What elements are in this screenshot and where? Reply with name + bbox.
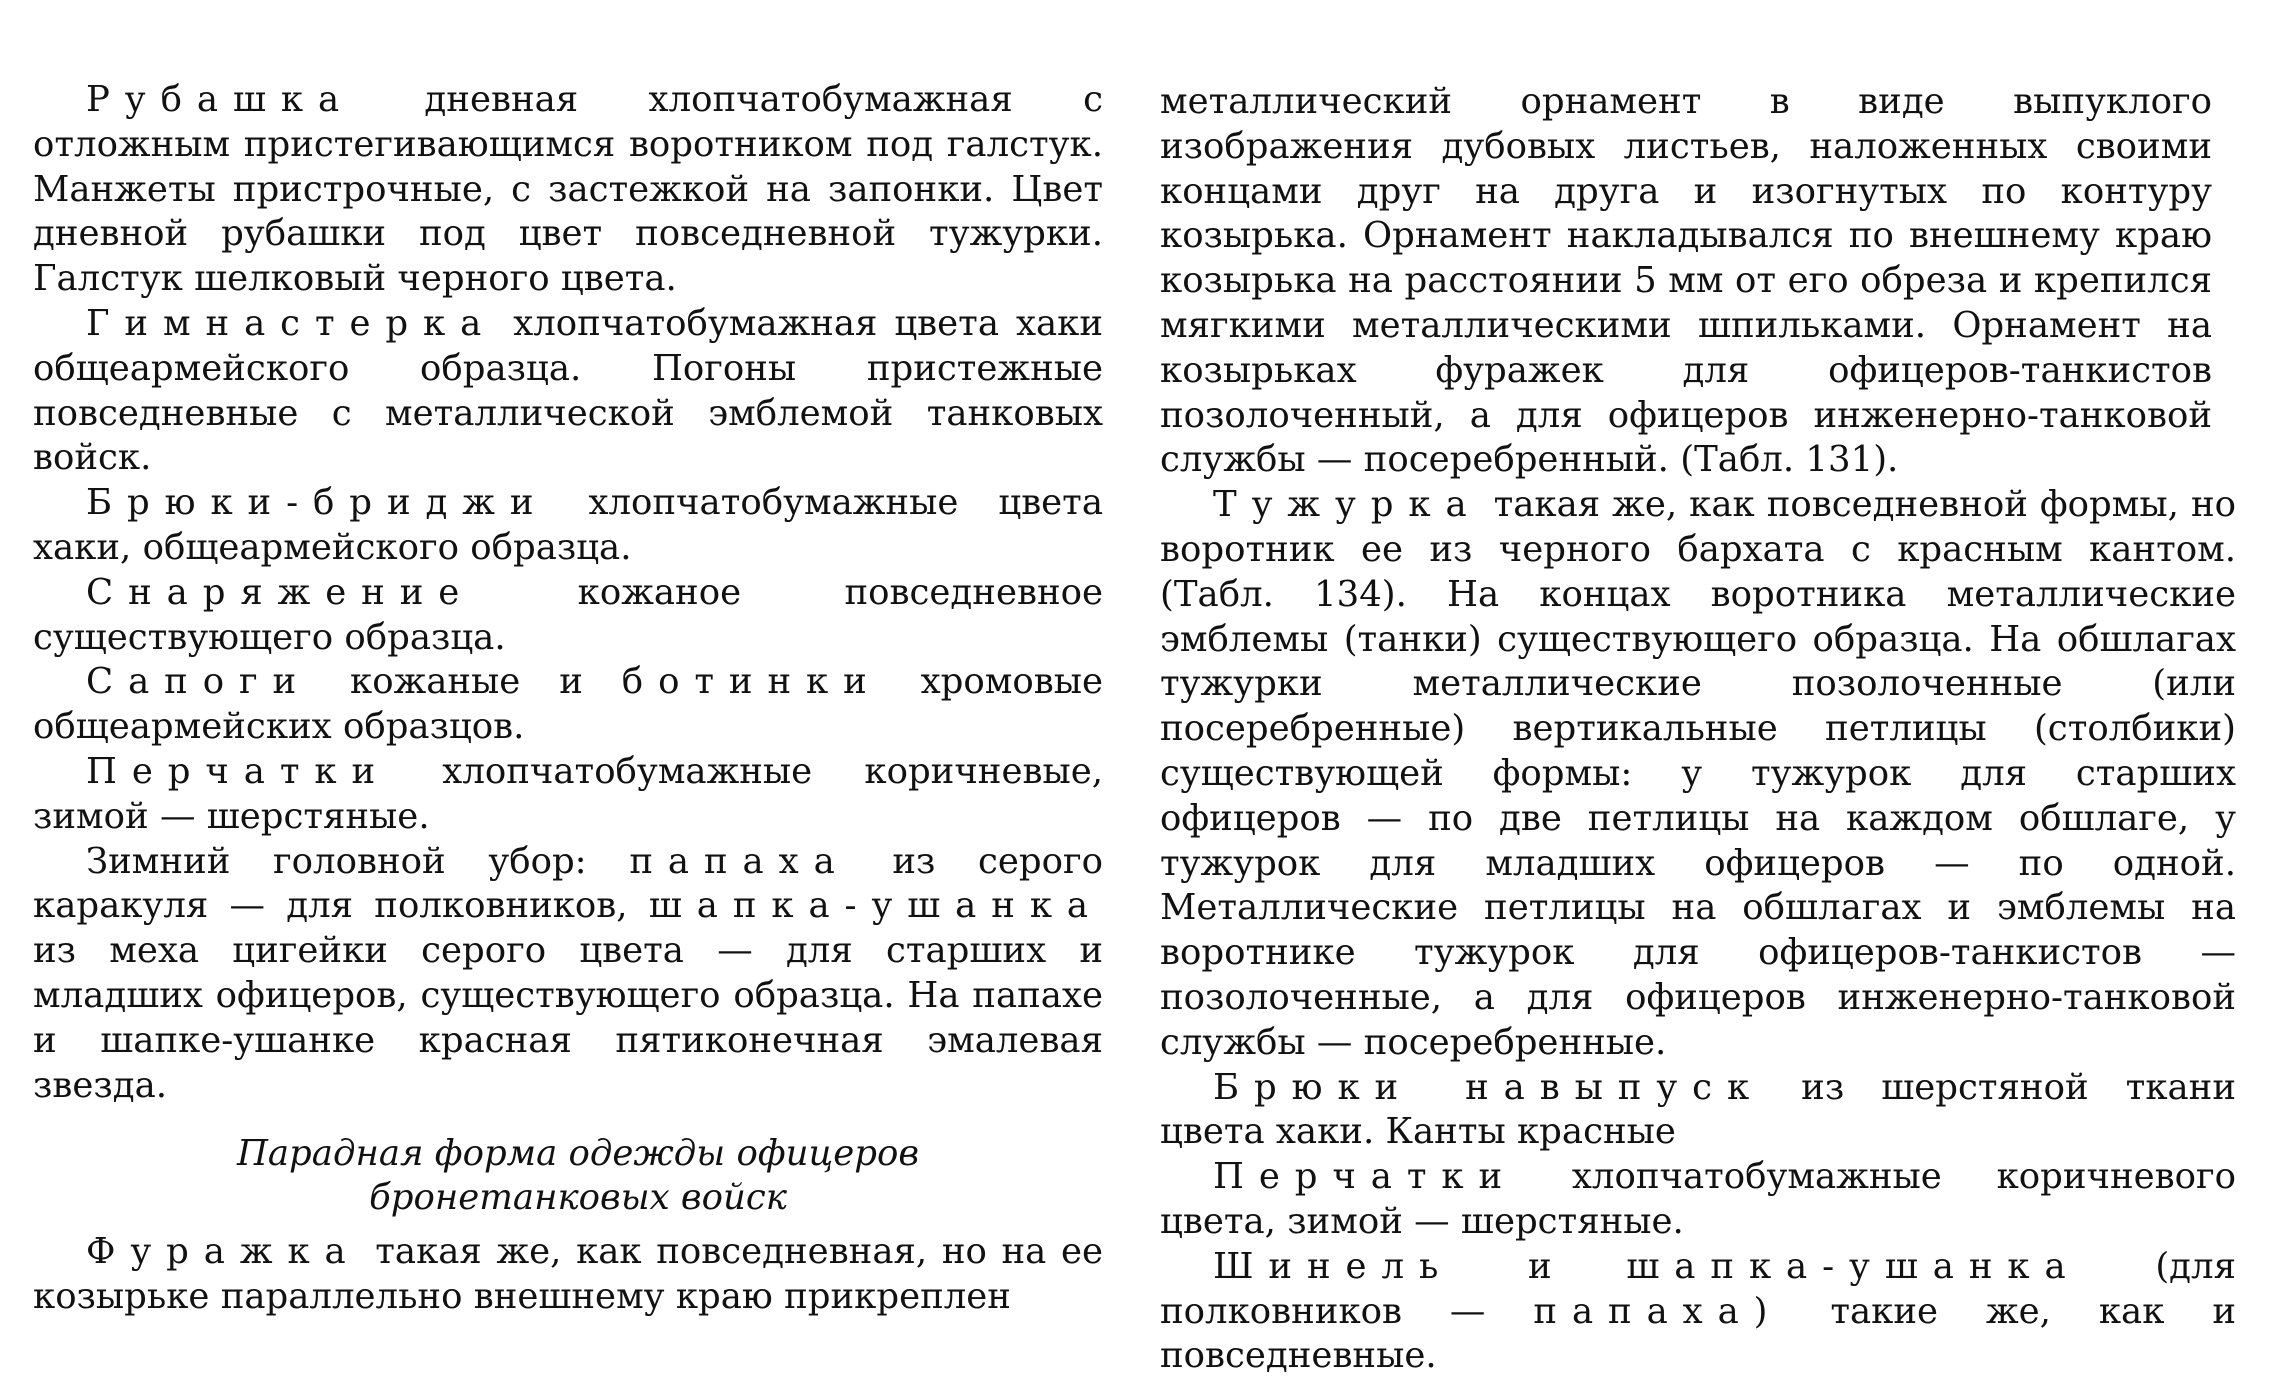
term-gloves: Перчатки (1213, 1156, 1518, 1198)
term-jacket: Тужурка (1213, 484, 1482, 526)
section-heading-line-1: Парадная форма одежды офицеров (236, 1133, 920, 1175)
paragraph-cap (33, 1230, 1103, 1320)
term-greatcoat: Шинель (1213, 1245, 1454, 1287)
term-breeches: Брюки-бриджи (86, 482, 549, 524)
paragraph-text: хлопчатобумажные коричневого цвета, зимой — шерстяные. (1160, 1156, 2236, 1242)
paragraph-boots (33, 660, 1103, 750)
left-column (33, 78, 1103, 1320)
right-column (1160, 80, 2236, 1379)
term-papakha: папаха (629, 840, 850, 882)
paragraph-text: из серого каракуля — для полковников, (33, 840, 1103, 927)
paragraph-text: кожаные и (311, 661, 622, 703)
paragraph-text: кожаное повседневное существующего образца. (33, 571, 1103, 658)
paragraph-text: дневная хлопчатобумажная с отложным пристегивающимся воротником под галстук. Манжеты пристрочные, с застежкой на запонки. Цвет дневной рубашки под цвет повседневной тужурки. Галстук шелковый черного цвета. (33, 79, 1103, 300)
term-ushanka: шапка-ушанка (1626, 1245, 2081, 1287)
paragraph-text: (для полковников — (1160, 1245, 2236, 1332)
paragraph-greatcoat (1160, 1245, 2236, 1379)
paragraph-text: из меха цигейки серого цвета — для старших и младших офицеров, существующего образца. На папахе и шапке-ушанке красная пятиконечная эмалевая звезда. (33, 930, 1103, 1106)
paragraph-winter-headwear (33, 840, 1103, 1109)
term-papakha: папаха) (1533, 1290, 1783, 1332)
paragraph-breeches (33, 481, 1103, 571)
paragraph-text: металлический орнамент в виде выпуклого изображения дубовых листьев, наложенных своими концами друг на друга и изогнутых по контуру козырька. Орнамент накладывался по внешнему краю козырька на расстоянии 5 мм от его обреза и крепился мягкими металлическими шпильками. Орнамент на козырьках фуражек для офицеров-танкистов позолоченный, а для офицеров инженерно-танковой службы — посеребренный. (Табл. 131). (1160, 81, 2212, 481)
term-trousers: Брюки навыпуск (1213, 1066, 1765, 1108)
paragraph-text: хлопчатобумажные коричневые, зимой — шерстяные. (33, 750, 1103, 837)
paragraph-text: Зимний головной убор: (86, 840, 630, 882)
paragraph-text: такая же, как повседневной формы, но воротник ее из черного бархата с красным кантом. (Табл. 134). На концах воротника металлические эмблемы (танки) существующего образца. На обшлагах тужурки металлические позолоченные (или посеребренные) вертикальные петлицы (столбики) существующей формы: у тужурок для старших офицеров — по две петлицы на каждом обшлаге, у тужурок для младших офицеров — по одной. Металлические петлицы на обшлагах и эмблемы на воротнике тужурок для офицеров-танкистов — позолоченные, а для офицеров инженерно-танковой службы — посеребренные. (1160, 484, 2236, 1063)
paragraph-text: и (1453, 1245, 1627, 1287)
paragraph-text: из шерстяной ткани цвета хаки. Канты красные (1160, 1066, 2236, 1153)
paragraph-gloves (33, 750, 1103, 840)
paragraph-tunic (33, 302, 1103, 481)
paragraph-cap-continued (1160, 80, 2212, 483)
paragraph-gloves-parade (1160, 1155, 2236, 1245)
paragraph-shirt (33, 78, 1103, 302)
paragraph-jacket (1160, 483, 2236, 1065)
paragraph-text: хлопчатобумажная цвета хаки общеармейского образца. Погоны пристежные повседневные с металлической эмблемой танковых войск. (33, 302, 1103, 479)
term-equipment: Снаряжение (86, 571, 475, 613)
paragraph-text: такие же, как и повседневные. (1160, 1290, 2236, 1377)
term-shirt: Рубашка (86, 79, 355, 120)
section-heading (33, 1132, 1103, 1220)
term-ushanka: шапка-ушанка (648, 885, 1103, 927)
term-gloves: Перчатки (86, 750, 391, 792)
paragraph-equipment (33, 571, 1103, 661)
paragraph-text: хромовые общеармейских образцов. (33, 661, 1103, 748)
term-shoes: ботинки (621, 661, 882, 703)
term-tunic: Гимнастерка (86, 302, 497, 344)
paragraph-text: хлопчатобумажные цвета хаки, общеармейского образца. (33, 482, 1103, 568)
term-cap: Фуражка (86, 1231, 361, 1273)
paragraph-trousers (1160, 1066, 2236, 1156)
section-heading-line-2: бронетанковых войск (369, 1177, 787, 1219)
term-boots: Сапоги (86, 661, 312, 703)
paragraph-text: такая же, как повседневная, но на ее козырьке параллельно внешнему краю прикреплен (33, 1231, 1103, 1318)
